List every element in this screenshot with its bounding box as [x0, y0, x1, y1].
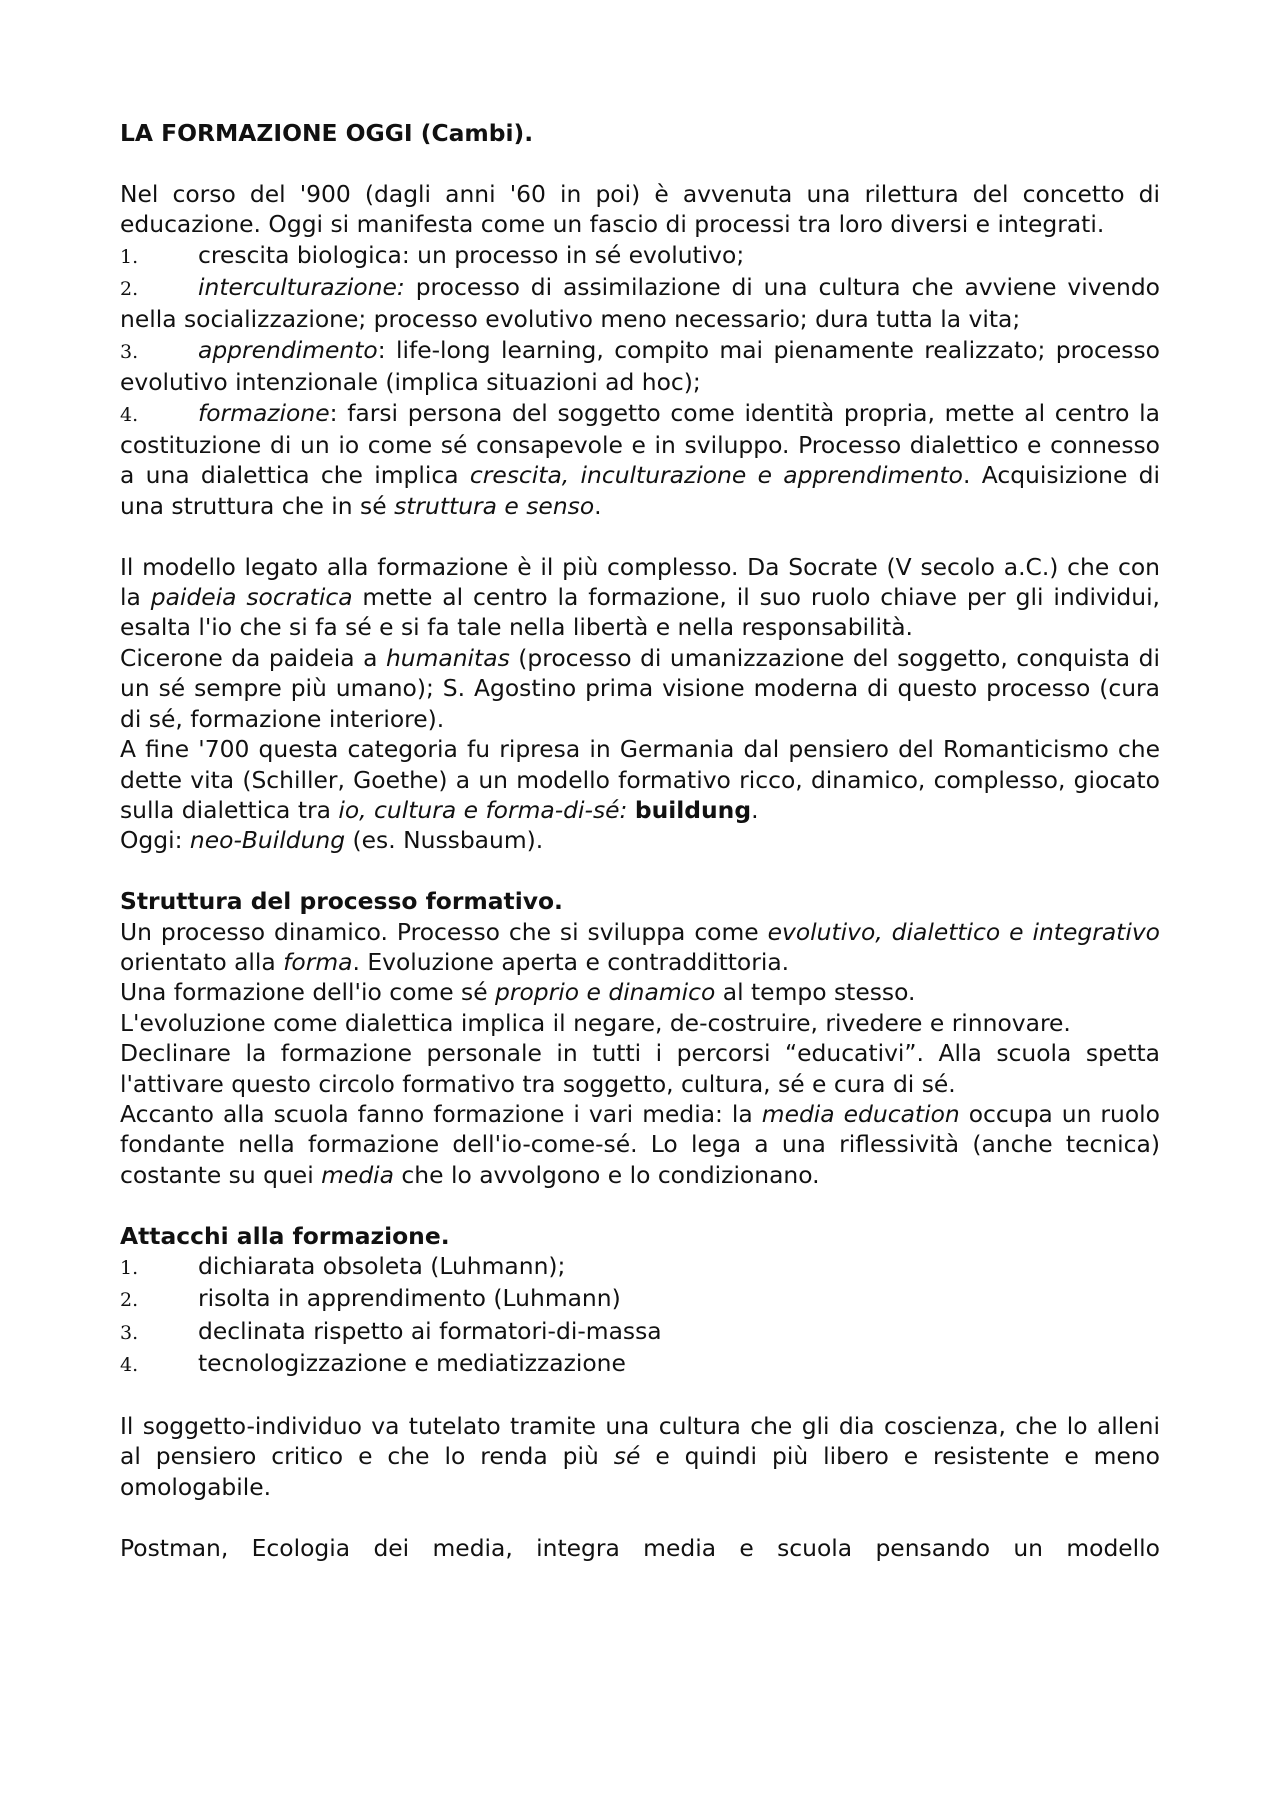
process-text: : life-long learning, compito mai pienamente realizzato; processo evolutivo intenzionale (implica situazioni ad hoc);	[120, 335, 1160, 397]
text-run: al tempo stesso.	[715, 978, 916, 1007]
attack-text: risolta in apprendimento (Luhmann)	[198, 1284, 621, 1313]
text-run: .	[751, 795, 759, 824]
spacer	[120, 148, 1160, 178]
attack-text: dichiarata obsoleta (Luhmann);	[198, 1251, 566, 1280]
process-text: processo di assimilazione di una cultura che avviene vivendo nella socializzazione; processo evolutivo meno necessario; dura tutta la vita;	[120, 273, 1160, 334]
text-emphasis: paideia socratica	[150, 583, 353, 612]
attack-text: declinata rispetto ai formatori-di-massa	[198, 1316, 662, 1345]
spacer	[120, 1190, 1160, 1220]
structure-paragraph-5	[120, 1099, 1160, 1190]
list-number: 4.	[120, 403, 139, 426]
process-text: . Acquisizione di una struttura che in sé	[120, 461, 1161, 520]
structure-paragraph-4: Declinare la formazione personale in tutti i percorsi “educativi”. Alla scuola spetta l'attivare questo circolo formativo tra soggetto, cultura, sé e cura di sé.	[120, 1039, 1160, 1098]
text-emphasis: sé	[613, 1442, 641, 1471]
attack-item-2	[120, 1283, 1160, 1315]
spacer	[120, 1502, 1160, 1532]
model-paragraph-cicerone	[120, 643, 1160, 734]
model-paragraph-socrate	[120, 552, 1160, 643]
text-run: e quindi più libero e resistente e meno omologabile.	[120, 1442, 1160, 1501]
text-emphasis: neo-Buildung	[189, 826, 346, 855]
spacer	[120, 1381, 1160, 1411]
process-item-2	[120, 272, 1160, 335]
list-number: 3.	[120, 340, 139, 363]
section-heading-structure: Struttura del processo formativo.	[120, 887, 563, 916]
text-emphasis: io, cultura e forma-di-sé:	[338, 795, 628, 824]
process-term: apprendimento	[198, 335, 378, 364]
text-run: (processo di umanizzazione del soggetto, conquista di un sé sempre più umano); S. Agostino prima visione moderna di questo processo (cura di sé, formazione interiore).	[120, 643, 1160, 733]
section-heading-attacks: Attacchi alla formazione.	[120, 1221, 450, 1250]
text-emphasis: evolutivo, dialettico e integrativo	[767, 917, 1160, 946]
list-number: 1.	[120, 1256, 139, 1279]
text-run: Oggi:	[120, 826, 190, 855]
text-emphasis: humanitas	[385, 643, 510, 672]
attack-item-1	[120, 1251, 1160, 1283]
text-run: Il modello legato alla formazione è il più complesso. Da Socrate (V secolo a.C.) che con la	[120, 552, 1160, 612]
model-paragraph-oggi	[120, 825, 1160, 855]
attack-item-3	[120, 1316, 1160, 1348]
text-run: mette al centro la formazione, il suo ruolo chiave per gli individui, esalta l'io che si fa sé e si fa tale nella libertà e nella responsabilità.	[120, 583, 1160, 642]
list-number: 2.	[120, 278, 139, 301]
list-number: 1.	[120, 245, 139, 268]
process-item-1	[120, 240, 1160, 272]
text-run: Un processo dinamico. Processo che si sviluppa come	[120, 917, 768, 946]
attack-text: tecnologizzazione e mediatizzazione	[198, 1349, 626, 1378]
text-run: Il soggetto-individuo va tutelato tramite una cultura che gli dia coscienza, che lo alleni al pensiero critico e che lo renda più	[120, 1411, 1160, 1471]
text-run: Cicerone da paideia a	[120, 643, 386, 672]
text-strong: buildung	[634, 795, 752, 824]
text-run: (es. Nussbaum).	[345, 826, 544, 855]
process-term: interculturazione:	[198, 273, 405, 302]
process-term: formazione	[198, 398, 330, 427]
text-run: orientato alla	[120, 947, 284, 976]
text-run: A fine '700 questa categoria fu ripresa in Germania dal pensiero del Romanticismo che dette vita (Schiller, Goethe) a un modello formativo ricco, dinamico, complesso, giocato sulla dialettica tra	[120, 735, 1160, 824]
process-text: crescita biologica: un processo in sé evolutivo;	[198, 240, 745, 269]
process-item-3	[120, 335, 1160, 398]
structure-paragraph-2	[120, 977, 1160, 1007]
model-paragraph-romanticismo	[120, 734, 1160, 825]
list-number: 3.	[120, 1321, 139, 1344]
text-run: occupa un ruolo fondante nella formazione dell'io-come-sé. Lo lega a una riflessività (anche tecnica) costante su quei	[120, 1099, 1160, 1189]
intro-paragraph: Nel corso del '900 (dagli anni '60 in poi) è avvenuta una rilettura del concetto di educazione. Oggi si manifesta come un fascio di processi tra loro diversi e integrati.	[120, 179, 1160, 239]
spacer	[120, 856, 1160, 886]
subject-paragraph	[120, 1411, 1160, 1502]
text-run: . Evoluzione aperta e contraddittoria.	[352, 947, 790, 976]
process-item-4	[120, 398, 1160, 522]
list-number: 4.	[120, 1354, 139, 1377]
text-emphasis: forma	[283, 947, 353, 976]
process-text: .	[594, 491, 602, 520]
text-emphasis: proprio e dinamico	[495, 978, 716, 1007]
text-emphasis: media	[321, 1160, 394, 1189]
document-page	[120, 118, 1160, 1563]
text-run: Una formazione dell'io come sé	[120, 978, 496, 1007]
text-run: Accanto alla scuola fanno formazione i vari media: la	[120, 1099, 762, 1128]
list-number: 2.	[120, 1289, 139, 1312]
text-emphasis: media education	[761, 1099, 960, 1128]
process-emphasis: crescita, inculturazione e apprendimento	[469, 461, 963, 490]
process-text: : farsi persona del soggetto come identità propria, mette al centro la costituzione di un io come sé consapevole e in sviluppo. Processo dialettico e connesso a una dialettica che implica	[120, 398, 1160, 490]
structure-paragraph-3: L'evoluzione come dialettica implica il negare, de-costruire, rivedere e rinnovare.	[120, 1008, 1071, 1037]
spacer	[120, 521, 1160, 551]
text-run: che lo avvolgono e lo condizionano.	[394, 1160, 820, 1189]
process-emphasis: struttura e senso	[394, 491, 595, 520]
document-title: LA FORMAZIONE OGGI (Cambi).	[120, 119, 534, 147]
structure-paragraph-1	[120, 917, 1160, 978]
postman-paragraph: Postman, Ecologia dei media, integra media e scuola pensando un modello	[120, 1533, 1160, 1562]
attack-item-4	[120, 1348, 1160, 1380]
